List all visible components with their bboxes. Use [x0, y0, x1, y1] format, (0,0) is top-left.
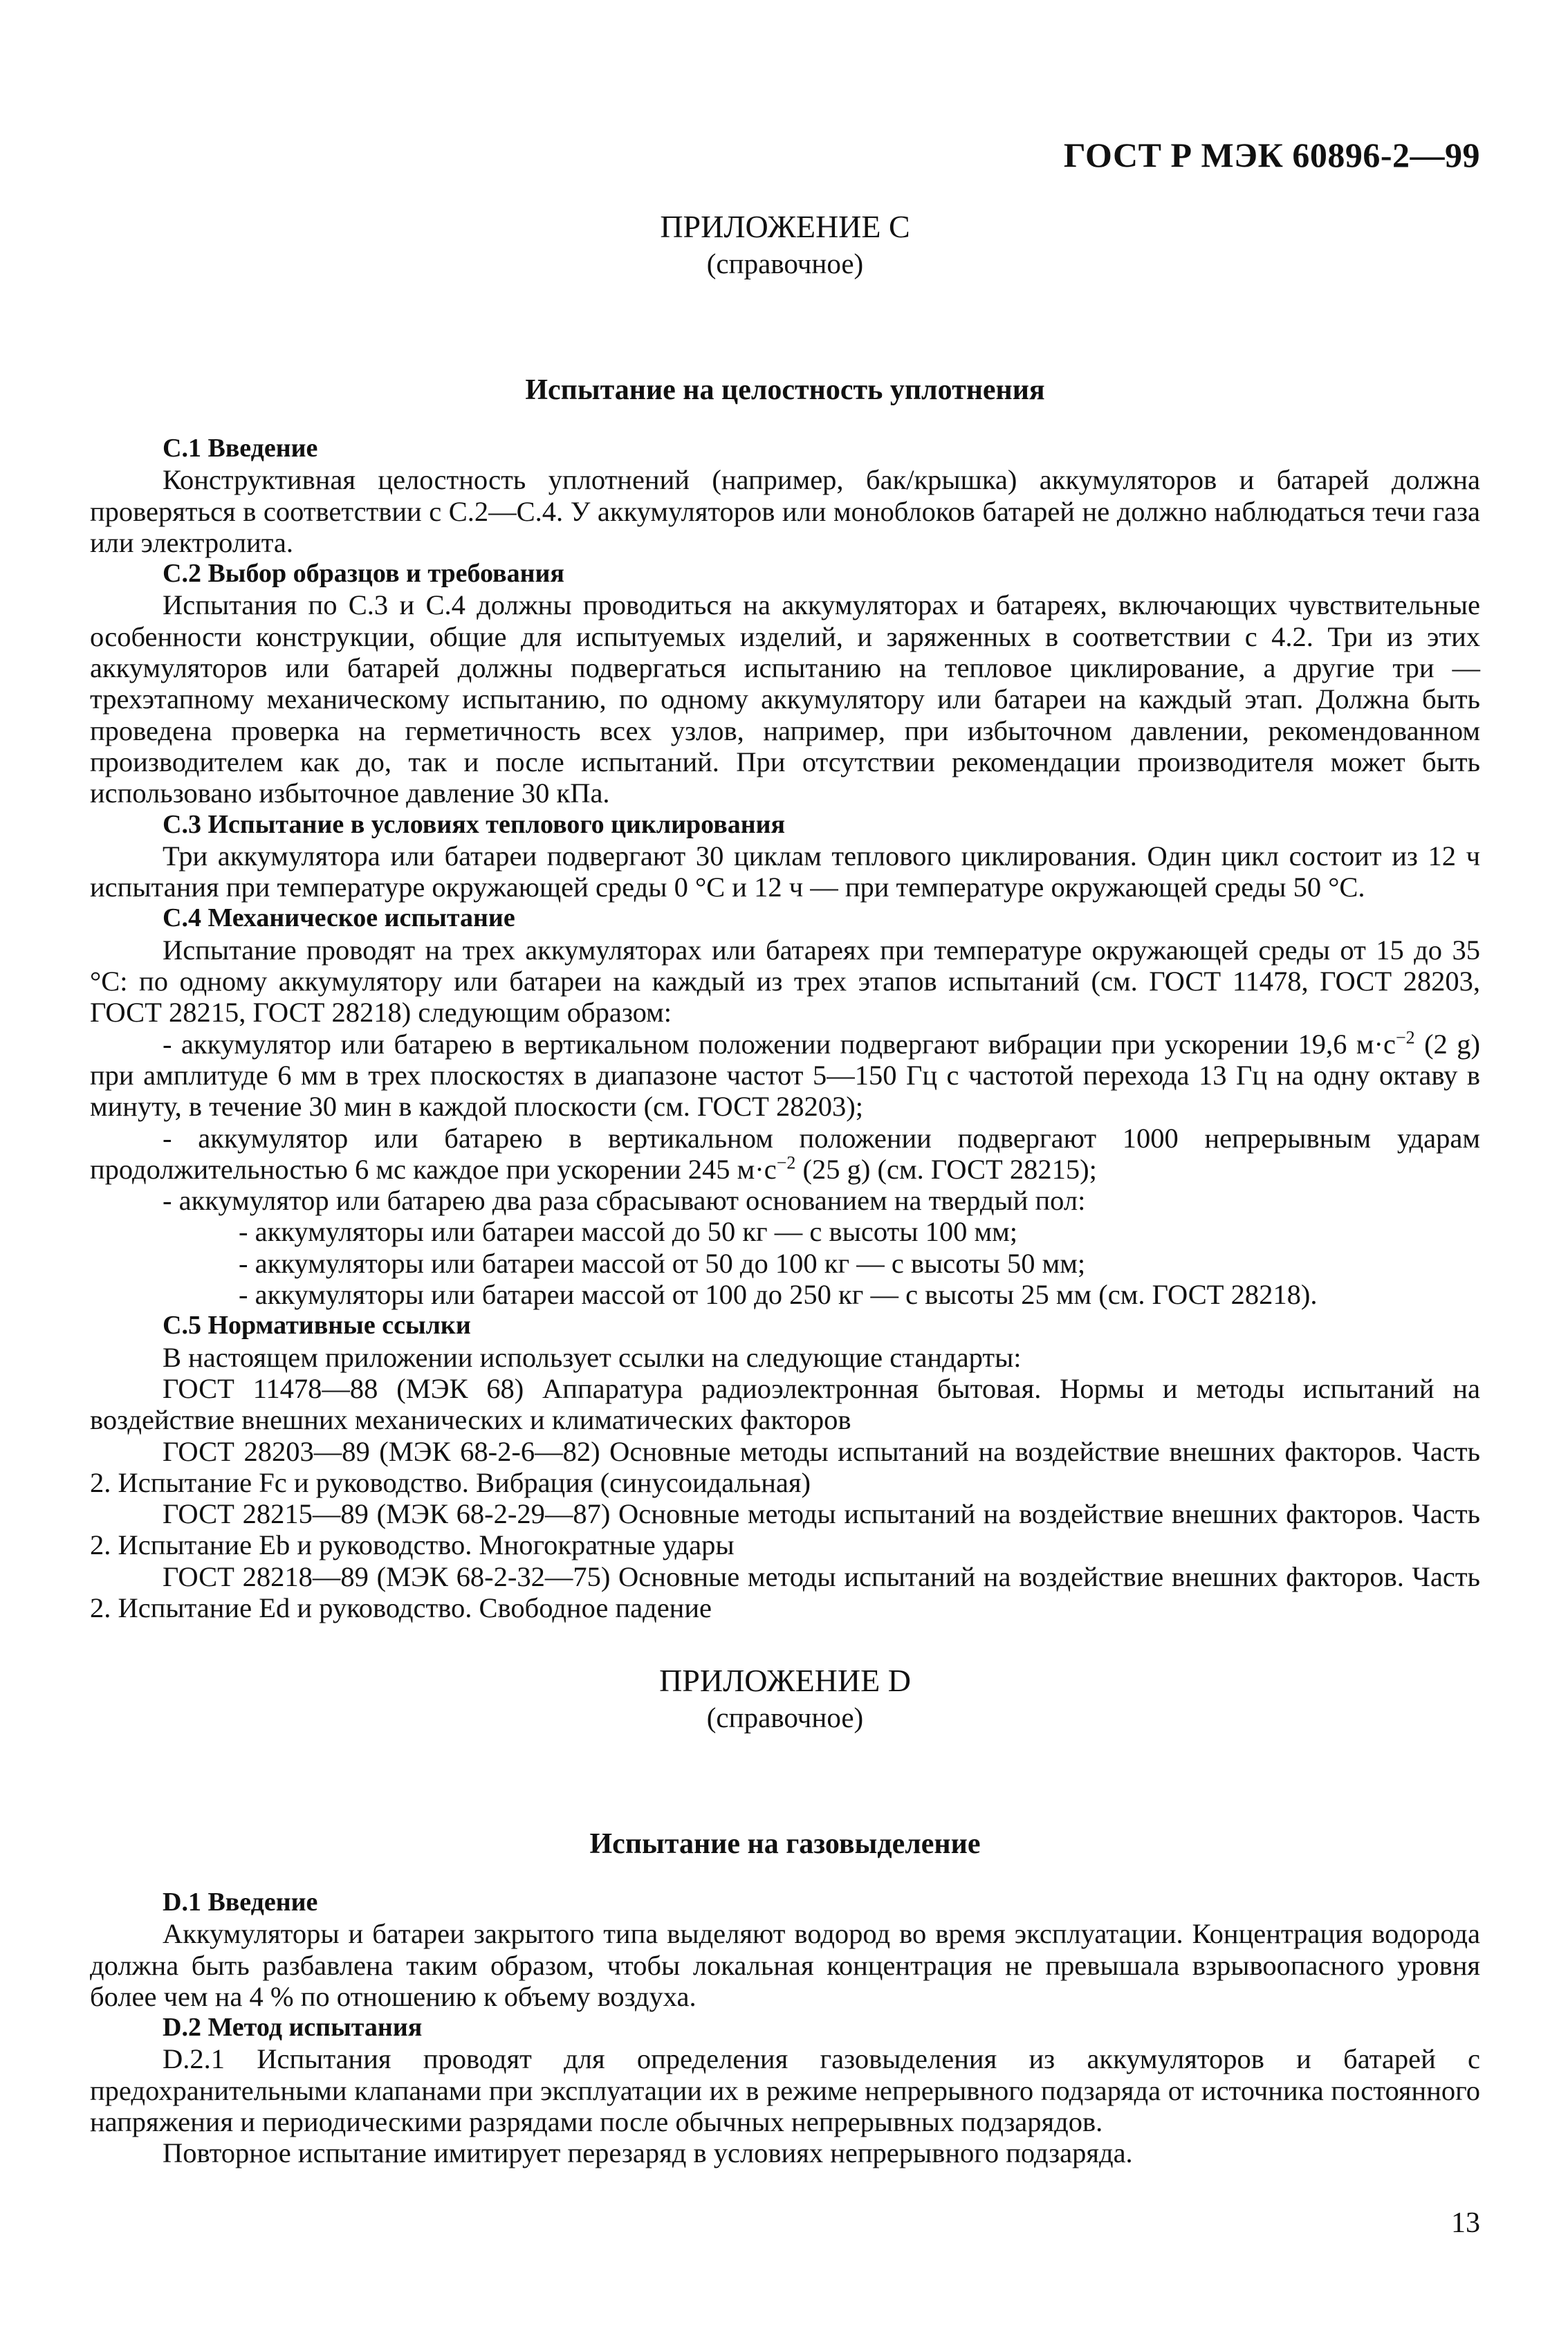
c4-heading: С.4 Механическое испытание: [163, 903, 515, 933]
document-page: [90, 0, 1480, 2331]
c1-text: Конструктивная целостность уплотнений (например, бак/крышка) аккумуляторов и батарей должна проверяться в соответствии с С.2—С.4. У аккумуляторов или моноблоков батарей не должно наблюдаться течи газа или электролита.: [90, 464, 1480, 558]
c5-reference: ГОСТ 28215—89 (МЭК 68-2-29—87) Основные методы испытаний на воздействие внешних факторов. Часть 2. Испытание Eb и руководство. Многократные удары: [90, 1498, 1480, 1561]
c4-item2-end: (25 g) (см. ГОСТ 28215);: [795, 1153, 1097, 1185]
annex-c-body: [90, 433, 1480, 1623]
annex-c-header: [90, 208, 1480, 281]
c3-heading: С.3 Испытание в условиях теплового циклирования: [163, 809, 786, 839]
c4-sublist-item: - аккумуляторы или батареи массой от 100 до 250 кг — с высоты 25 мм (см. ГОСТ 28218).: [239, 1279, 1318, 1311]
document-code: ГОСТ Р МЭК 60896-2—99: [1063, 136, 1480, 174]
c4-sublist-item: - аккумуляторы или батареи массой до 50 кг — с высоты 100 мм;: [239, 1216, 1017, 1248]
annex-d-body: [90, 1887, 1480, 2169]
c4-text: Испытание проводят на трех аккумуляторах или батареях при температуре окружающей среды от 15 до 35 °С: по одному аккумулятору или батареи на каждый из трех этапов испытаний (см. ГОСТ 11478, ГОСТ 28203, ГОСТ 28215, ГОСТ 28218) следующим образом:: [90, 934, 1480, 1029]
page-number: 13: [1451, 2207, 1480, 2239]
annex-c-heading: Испытание на целостность уплотнения: [525, 374, 1045, 406]
d2-text-1: D.2.1 Испытания проводят для определения газовыделения из аккумуляторов и батарей с предохранительными клапанами при эксплуатации их в режиме непрерывного подзаряда от источника постоянного напряжения и периодическими разрядами после обычных непрерывных подзарядов.: [90, 2043, 1480, 2138]
c4-list-item: [90, 1029, 1480, 1123]
c5-heading: С.5 Нормативные ссылки: [163, 1311, 471, 1340]
annex-d-heading-block: [90, 1826, 1480, 1862]
annex-d-title: ПРИЛОЖЕНИЕ D: [659, 1663, 911, 1698]
c2-heading: С.2 Выбор образцов и требования: [163, 559, 564, 589]
c3-text: Три аккумулятора или батареи подвергают 30 циклам теплового циклирования. Один цикл состоит из 12 ч испытания при температуре окружающей среды 0 °С и 12 ч — при температуре окружающей среды 50 °С.: [90, 840, 1480, 903]
c4-item2-exponent: −2: [776, 1152, 796, 1173]
d1-text: Аккумуляторы и батареи закрытого типа выделяют водород во время эксплуатации. Концентрация водорода должна быть разбавлена таким образом, чтобы локальная концентрация не превышала взрывоопасного уровня более чем на 4 % по отношению к объему воздуха.: [90, 1918, 1480, 2012]
c4-item1-start: - аккумулятор или батарею в вертикальном положении подвергают вибрации при ускорении 19,6 м·с: [163, 1028, 1396, 1060]
c4-item1-end: (2 g) при амплитуде 6 мм в трех плоскостях в диапазоне частот 5—150 Гц с частотой перехода 13 Гц на одну октаву в минуту, в течение 30 мин в каждой плоскости (см. ГОСТ 28203);: [90, 1028, 1480, 1123]
annex-c-heading-block: [90, 372, 1480, 408]
annex-d-subtitle: (справочное): [706, 1702, 864, 1733]
d2-text-2: Повторное испытание имитирует перезаряд в условиях непрерывного подзаряда.: [163, 2137, 1133, 2169]
d1-heading: D.1 Введение: [163, 1888, 318, 1917]
c4-item1-exponent: −2: [1395, 1027, 1415, 1048]
c1-heading: С.1 Введение: [163, 434, 318, 463]
c5-reference: ГОСТ 28203—89 (МЭК 68-2-6—82) Основные методы испытаний на воздействие внешних факторов. Часть 2. Испытание Fc и руководство. Вибрация (синусоидальная): [90, 1435, 1480, 1498]
d2-heading: D.2 Метод испытания: [163, 2013, 423, 2043]
c5-reference: ГОСТ 28218—89 (МЭК 68-2-32—75) Основные методы испытаний на воздействие внешних факторов. Часть 2. Испытание Ed и руководство. Свободное падение: [90, 1560, 1480, 1623]
c4-item2-start: - аккумулятор или батарею в вертикальном положении подвергают 1000 непрерывным ударам продолжительностью 6 мс каждое при ускорении 245 м·с: [90, 1122, 1480, 1185]
c4-list-item: [90, 1123, 1480, 1186]
annex-c-subtitle: (справочное): [706, 248, 864, 279]
annex-c-title: ПРИЛОЖЕНИЕ С: [660, 209, 910, 244]
c4-sublist-item: - аккумуляторы или батареи массой от 50 до 100 кг — с высоты 50 мм;: [239, 1247, 1086, 1279]
annex-d-header: [90, 1661, 1480, 1735]
c4-list-item: - аккумулятор или батарею два раза сбрасывают основанием на твердый пол:: [163, 1185, 1086, 1217]
c5-intro: В настоящем приложении использует ссылки на следующие стандарты:: [163, 1341, 1022, 1373]
c5-reference: ГОСТ 11478—88 (МЭК 68) Аппаратура радиоэлектронная бытовая. Нормы и методы испытаний на воздействие внешних механических и климатических факторов: [90, 1372, 1480, 1436]
c2-text: Испытания по С.3 и С.4 должны проводиться на аккумуляторах и батареях, включающих чувствительные особенности конструкции, общие для испытуемых изделий, и заряженных в соответствии с 4.2. Три из этих аккумуляторов или батарей должны подвергаться испытанию на тепловое циклирование, а другие три — трехэтапному механическому испытанию, по одному аккумулятору или батареи на каждый этап. Должна быть проведена проверка на герметичность всех узлов, например, при избыточном давлении, рекомендованном производителем как до, так и после испытаний. При отсутствии рекомендации производителя может быть использовано избыточное давление 30 кПа.: [90, 589, 1480, 809]
annex-d-heading: Испытание на газовыделение: [589, 1828, 981, 1860]
